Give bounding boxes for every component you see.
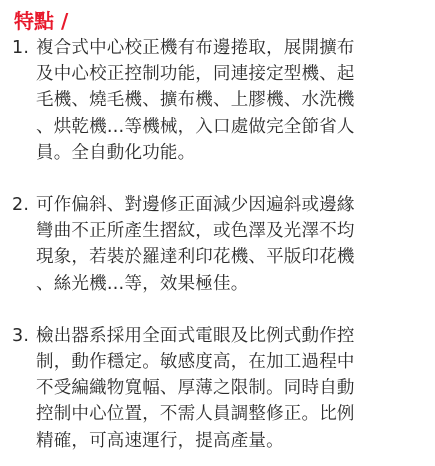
feature-line: 、烘乾機…等機械，入口處做完全節省人 bbox=[36, 116, 355, 137]
feature-line: 複合式中心校正機有布邊捲取，展開擴布 bbox=[36, 38, 355, 58]
feature-line: 毛機、燒毛機、擴布機、上膠機、水洗機 bbox=[36, 90, 355, 111]
feature-text bbox=[36, 192, 424, 297]
features-heading: 特點 / bbox=[14, 9, 69, 33]
feature-text bbox=[36, 35, 424, 166]
feature-item-2 bbox=[12, 192, 424, 297]
feature-line: 、絲光機…等，效果極佳。 bbox=[36, 273, 249, 294]
feature-item-3 bbox=[12, 323, 424, 454]
feature-line: 控制中心位置，不需人員調整修正。比例 bbox=[36, 404, 355, 425]
feature-text bbox=[36, 323, 424, 454]
feature-item-1 bbox=[12, 35, 424, 166]
feature-line: 可作偏斜、對邊修正面減少因遍斜或邊緣 bbox=[36, 195, 355, 216]
feature-line: 不受編織物寬幅、厚薄之限制。同時自動 bbox=[36, 378, 355, 399]
feature-line: 制，動作穩定。敏感度高，在加工過程中 bbox=[36, 352, 355, 373]
feature-line: 員。全自動化功能。 bbox=[36, 142, 196, 163]
feature-line: 彎曲不正所產生摺紋，或色澤及光澤不均 bbox=[36, 221, 355, 242]
feature-line: 現象，若裝於羅達利印花機、平版印花機 bbox=[36, 247, 355, 268]
feature-line: 及中心校正控制功能，同連接定型機、起 bbox=[36, 64, 355, 85]
feature-number: 1. bbox=[12, 38, 30, 58]
feature-line: 精確，可高速運行，提高產量。 bbox=[36, 430, 284, 451]
feature-number: 2. bbox=[12, 195, 30, 216]
feature-line: 檢出器系採用全面式電眼及比例式動作控 bbox=[36, 325, 355, 346]
features-list bbox=[12, 35, 424, 454]
feature-number: 3. bbox=[12, 325, 30, 346]
